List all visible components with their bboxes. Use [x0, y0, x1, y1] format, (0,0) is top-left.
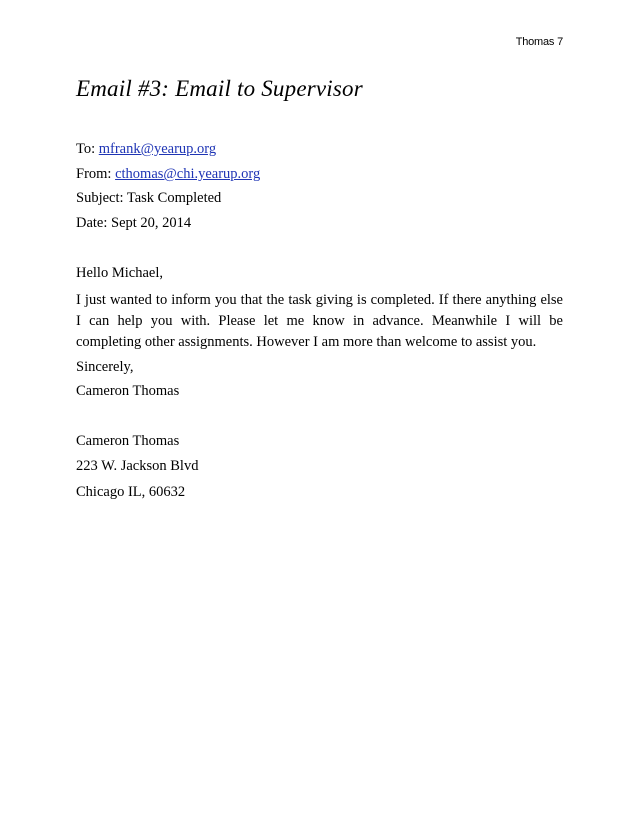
from-address-link[interactable]: cthomas@chi.yearup.org — [115, 166, 261, 182]
body-paragraph: I just wanted to inform you that the task giving is completed. If there anything else I can help you with. Please let me know in advance. Meanwhile I will be completing other assignments. However I am more than welcome to assist you. — [76, 292, 563, 350]
to-label: To: — [76, 141, 96, 157]
sender-name: Cameron Thomas — [76, 383, 180, 399]
greeting: Hello Michael, — [76, 265, 163, 281]
date-line: Date: Sept 20, 2014 — [76, 215, 192, 231]
to-line — [76, 141, 216, 158]
running-head: Thomas 7 — [515, 36, 563, 48]
from-label: From: — [76, 166, 112, 182]
signature-street: 223 W. Jackson Blvd — [76, 458, 199, 474]
page-title: Email #3: Email to Supervisor — [76, 76, 363, 101]
closing: Sincerely, — [76, 359, 134, 375]
signature-city: Chicago IL, 60632 — [76, 484, 186, 500]
subject-line: Subject: Task Completed — [76, 190, 222, 206]
from-line — [76, 166, 260, 183]
to-address-link[interactable]: mfrank@yearup.org — [98, 141, 217, 157]
signature-name: Cameron Thomas — [76, 433, 180, 449]
